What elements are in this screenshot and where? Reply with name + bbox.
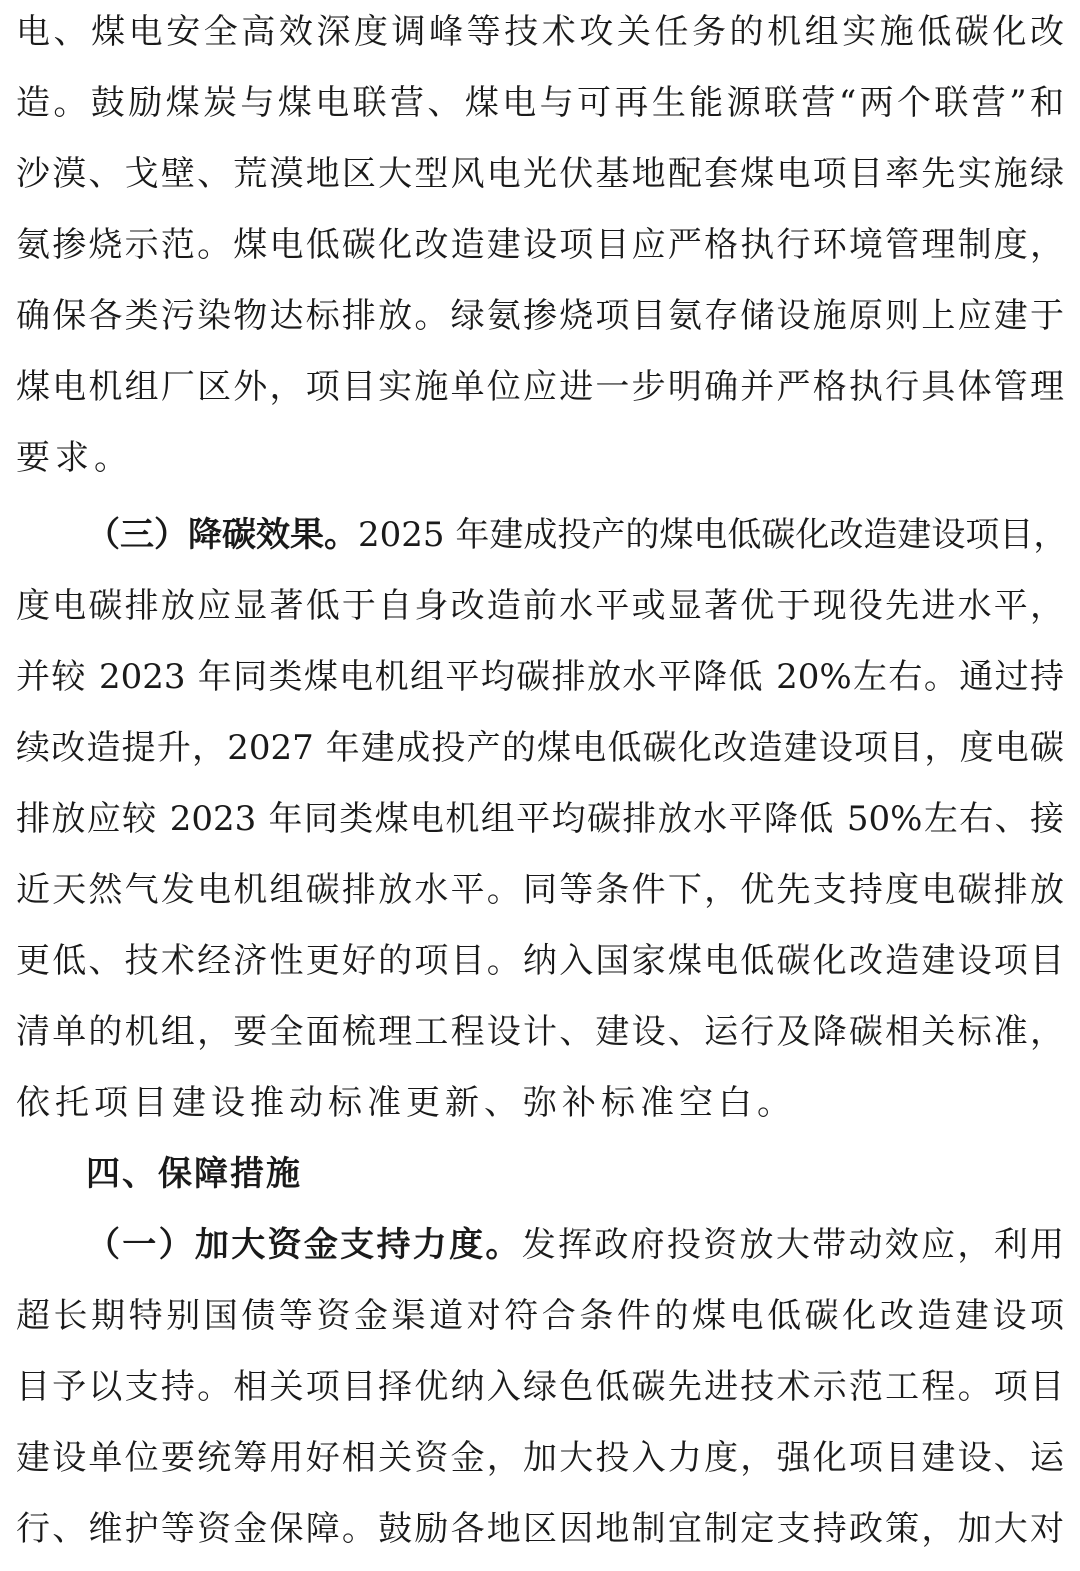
text-line: 度电碳排放应显著低于自身改造前水平或显著优于现役先进水平， [16,586,1064,626]
subsection-label: （一）加大资金支持力度。 [86,1225,522,1265]
text-line: 氨掺烧示范。煤电低碳化改造建设项目应严格执行环境管理制度， [16,225,1064,265]
paragraph-first-line [86,1221,1064,1269]
text-line: 清单的机组，要全面梳理工程设计、建设、运行及降碳相关标准， [16,1012,1064,1052]
text-line: 沙漠、戈壁、荒漠地区大型风电光伏基地配套煤电项目率先实施绿 [16,154,1064,194]
text-line: 超长期特别国债等资金渠道对符合条件的煤电低碳化改造建设项 [16,1296,1064,1336]
text-line: 依托项目建设推动标准更新、弥补标准空白。 [16,1083,796,1123]
text-line: 续改造提升，2027 年建成投产的煤电低碳化改造建设项目，度电碳 [16,728,1064,768]
subsection-label: （三）降碳效果。 [86,515,358,555]
section-heading: 四、保障措施 [86,1154,302,1194]
text-span: 发挥政府投资放大带动效应，利用 [521,1225,1065,1265]
text-line: 建设单位要统筹用好相关资金，加大投入力度，强化项目建设、运 [16,1438,1064,1478]
text-line: 排放应较 2023 年同类煤电机组平均碳排放水平降低 50%左右、接 [16,799,1064,839]
text-line: 要求。 [16,438,133,478]
text-line: 更低、技术经济性更好的项目。纳入国家煤电低碳化改造建设项目 [16,941,1064,981]
text-line: 确保各类污染物达标排放。绿氨掺烧项目氨存储设施原则上应建于 [16,296,1064,336]
text-line: 目予以支持。相关项目择优纳入绿色低碳先进技术示范工程。项目 [16,1367,1064,1407]
paragraph-first-line [86,511,1068,559]
text-line: 近天然气发电机组碳排放水平。同等条件下，优先支持度电碳排放 [16,870,1064,910]
text-span: 2025 年建成投产的煤电低碳化改造建设项目， [358,515,1068,555]
text-line: 行、维护等资金保障。鼓励各地区因地制宜制定支持政策，加大对 [16,1509,1064,1549]
text-line: 煤电机组厂区外，项目实施单位应进一步明确并严格执行具体管理 [16,367,1064,407]
text-line: 并较 2023 年同类煤电机组平均碳排放水平降低 20%左右。通过持 [16,657,1064,697]
text-line: 造。鼓励煤炭与煤电联营、煤电与可再生能源联营“两个联营”和 [16,83,1064,123]
text-line: 电、煤电安全高效深度调峰等技术攻关任务的机组实施低碳化改 [16,12,1064,52]
